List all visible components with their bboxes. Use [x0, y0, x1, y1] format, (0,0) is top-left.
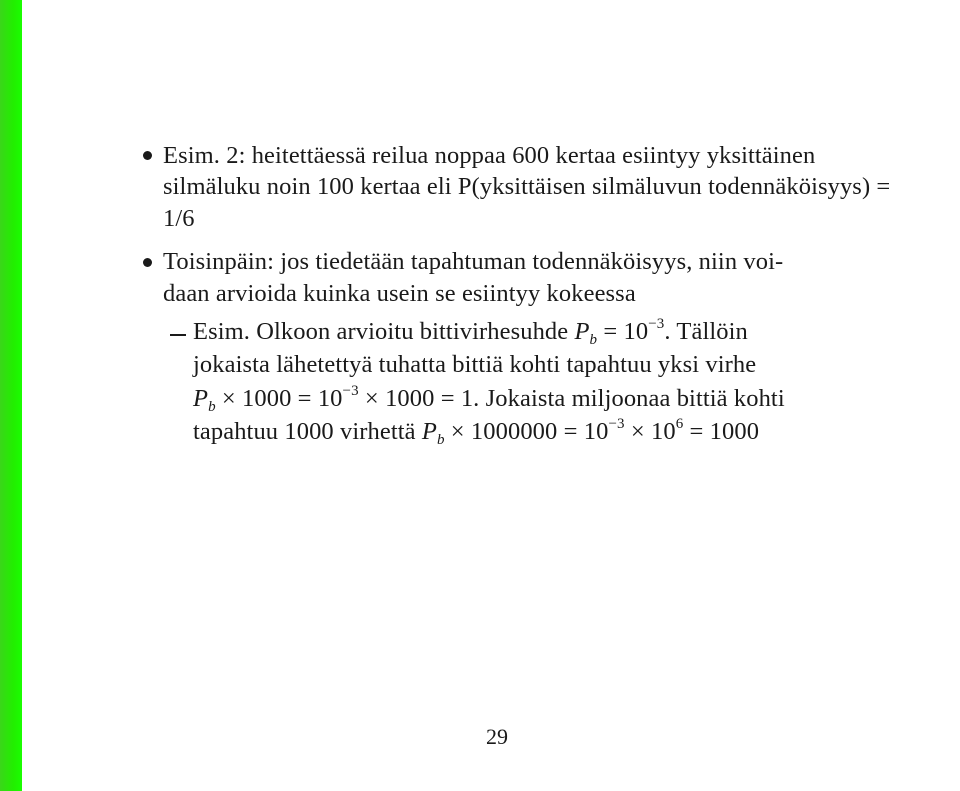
exponent: −3 — [608, 416, 625, 432]
sub1-line3 — [193, 384, 785, 414]
sub1-l4a: tapahtuu 1000 virhettä — [193, 418, 422, 445]
sub1-l3b: × 1000 = 1. Jokaista miljoonaa bittiä kohti — [358, 385, 785, 412]
bullet2-line1: Toisinpäin: jos tiedetään tapahtuman todennäköisyys, niin voi- — [163, 248, 784, 275]
sub1-l4b: × 1000000 = 10 — [444, 418, 609, 445]
symbol-p: P — [574, 318, 590, 345]
sub1-l4c: × 10 — [624, 418, 676, 445]
sub1-l4d: = 1000 — [683, 418, 760, 445]
page-number: 29 — [486, 724, 508, 749]
bullet2-line2: daan arvioida kuinka usein se esiintyy kokeessa — [163, 280, 636, 307]
bullet1-line2: silmäluku noin 100 kertaa eli P(yksittäisen silmäluvun todennäköisyys) = — [163, 173, 891, 200]
dash-icon — [170, 334, 186, 336]
green-margin-bar — [0, 0, 22, 791]
sub1-text: Esim. Olkoon arvioitu bittivirhesuhde — [193, 318, 575, 345]
bullet-icon — [143, 151, 152, 160]
subscript-b: b — [589, 332, 598, 348]
sub1-line2: jokaista lähetettyä tuhatta bittiä kohti tapahtuu yksi virhe — [193, 351, 757, 378]
sub1-line1 — [193, 317, 748, 347]
exponent: −3 — [648, 316, 665, 332]
sub1-line4 — [193, 417, 759, 447]
symbol-p: P — [421, 418, 437, 445]
sub1-eq: = 10 — [597, 318, 649, 345]
subscript-b: b — [208, 399, 216, 415]
bullet1-line1: Esim. 2: heitettäessä reilua noppaa 600 kertaa esiintyy yksittäinen — [163, 142, 816, 169]
exponent: −3 — [342, 383, 359, 399]
bullet-icon — [143, 258, 152, 267]
bullet1-line3: 1/6 — [163, 205, 195, 232]
subscript-b: b — [436, 432, 445, 448]
sub1-l3a: × 1000 = 10 — [215, 385, 343, 412]
exponent: 6 — [675, 416, 684, 432]
sub1-tail: . Tällöin — [664, 318, 748, 345]
symbol-p: P — [193, 385, 209, 412]
